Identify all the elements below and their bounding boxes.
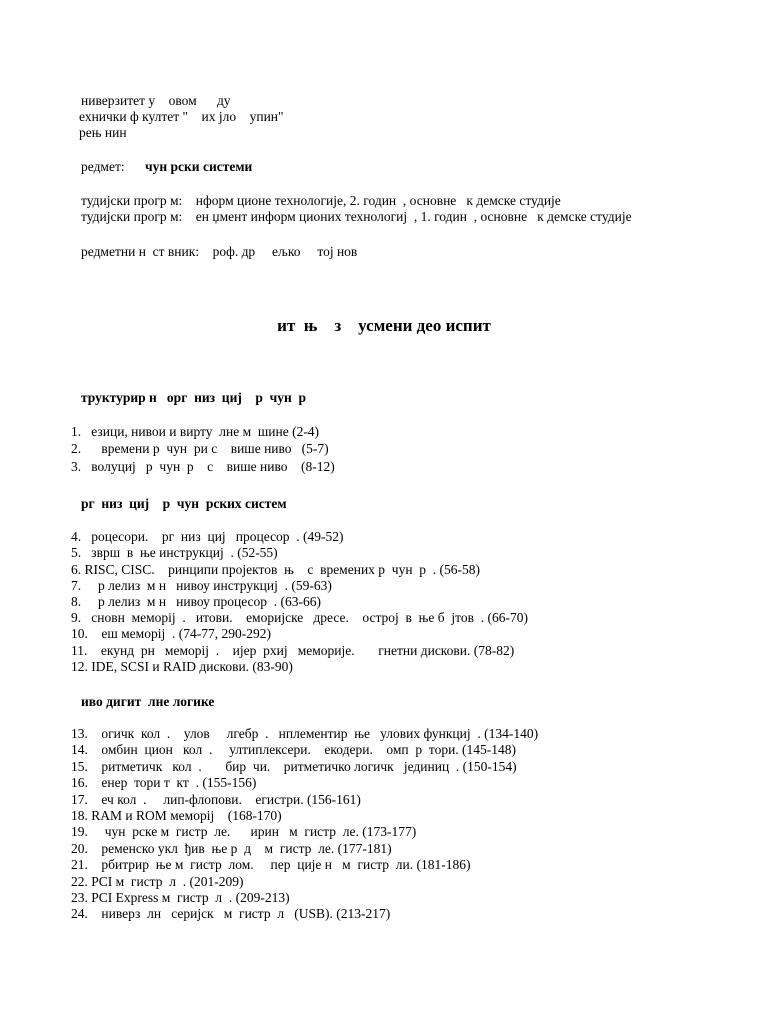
section-heading: рг низ циј р чун рских систем [81, 496, 287, 511]
list-item: 4. роцесори. рг низ циј процесор . (49-52) [71, 529, 344, 544]
list-item: 12. IDE, SCSI и RAID дискови. (83-90) [71, 659, 293, 674]
list-item: 7. р лелиз м н нивоу инструкциј . (59-63) [71, 578, 332, 593]
faculty-line: ехнички ф култет " их јло упин" [79, 109, 284, 124]
section-heading: иво дигит лне логике [81, 694, 215, 709]
list-item: 19. чун рске м гистр ле. ирин м гистр ле. (173-177) [71, 824, 417, 839]
university-line: ниверзитет у овом ду [81, 93, 231, 108]
list-item: 10. еш меморij . (74-77, 290-292) [71, 626, 271, 641]
list-item: 24. ниверз лн серијск м гистр л (USB). (213-217) [71, 906, 391, 921]
subject-value: чун рски системи [145, 159, 253, 174]
list-item: 20. ременско укл ђив ње р д м гистр ле. (177-181) [71, 841, 392, 856]
list-item: 16. енер тори т кт . (155-156) [71, 775, 257, 790]
list-item: 6. RISC, CISC. ринципи пројектов њ с времених р чун р . (56-58) [71, 562, 481, 577]
list-item: 9. сновн меморij . итови. еморијске дресе. остроj в ње б јтов . (66-70) [71, 610, 528, 625]
subject-label: редмет: [81, 159, 125, 174]
section-heading: труктурир н орг низ циј р чун р [81, 390, 307, 405]
list-item: 8. р лелиз м н нивоу процесор . (63-66) [71, 594, 322, 609]
list-item: 3. волуциј р чун р с више ниво (8-12) [71, 459, 335, 474]
study-program-line: тудијски прогр м: ен џмент информ ционих технологиј , 1. годин , основне к демске студије [81, 209, 632, 224]
list-item: 2. времени р чун ри с више ниво (5-7) [71, 441, 329, 456]
list-item: 18. RAM и ROM меморij (168-170) [71, 808, 282, 823]
city-line: рењ нин [79, 125, 127, 140]
list-item: 14. омбин цион кол . ултиплексери. екодери. омп р тори. (145-148) [71, 742, 517, 757]
list-item: 22. PCI м гистр л . (201-209) [71, 874, 244, 889]
page-title: ит њ з усмени део испит [277, 316, 491, 335]
list-item: 17. еч кол . лип-флопови. егистри. (156-161) [71, 792, 361, 807]
list-item: 21. рбитрир ње м гистр лом. пер ције н м гистр ли. (181-186) [71, 857, 471, 872]
list-item: 11. екунд рн меморij . ијер рхиј меморије. гнетни дискови. (78-82) [71, 643, 515, 658]
list-item: 15. ритметичк кол . бир чи. ритметичко логичк јединиц . (150-154) [71, 759, 517, 774]
list-item: 13. огичк кол . улов лгебр . нплементир ње улових функциј . (134-140) [71, 726, 539, 741]
list-item: 23. PCI Express м гистр л . (209-213) [71, 890, 290, 905]
list-item: 1. езици, нивои и вирту лне м шине (2-4) [71, 424, 320, 439]
study-program-line: тудијски прогр м: нформ ционе технологије, 2. годин , основне к демске студије [81, 193, 561, 208]
teacher-line: редметни н ст вник: роф. др ељко тој нов [81, 244, 358, 259]
list-item: 5. зврш в ње инструкциј . (52-55) [71, 545, 278, 560]
